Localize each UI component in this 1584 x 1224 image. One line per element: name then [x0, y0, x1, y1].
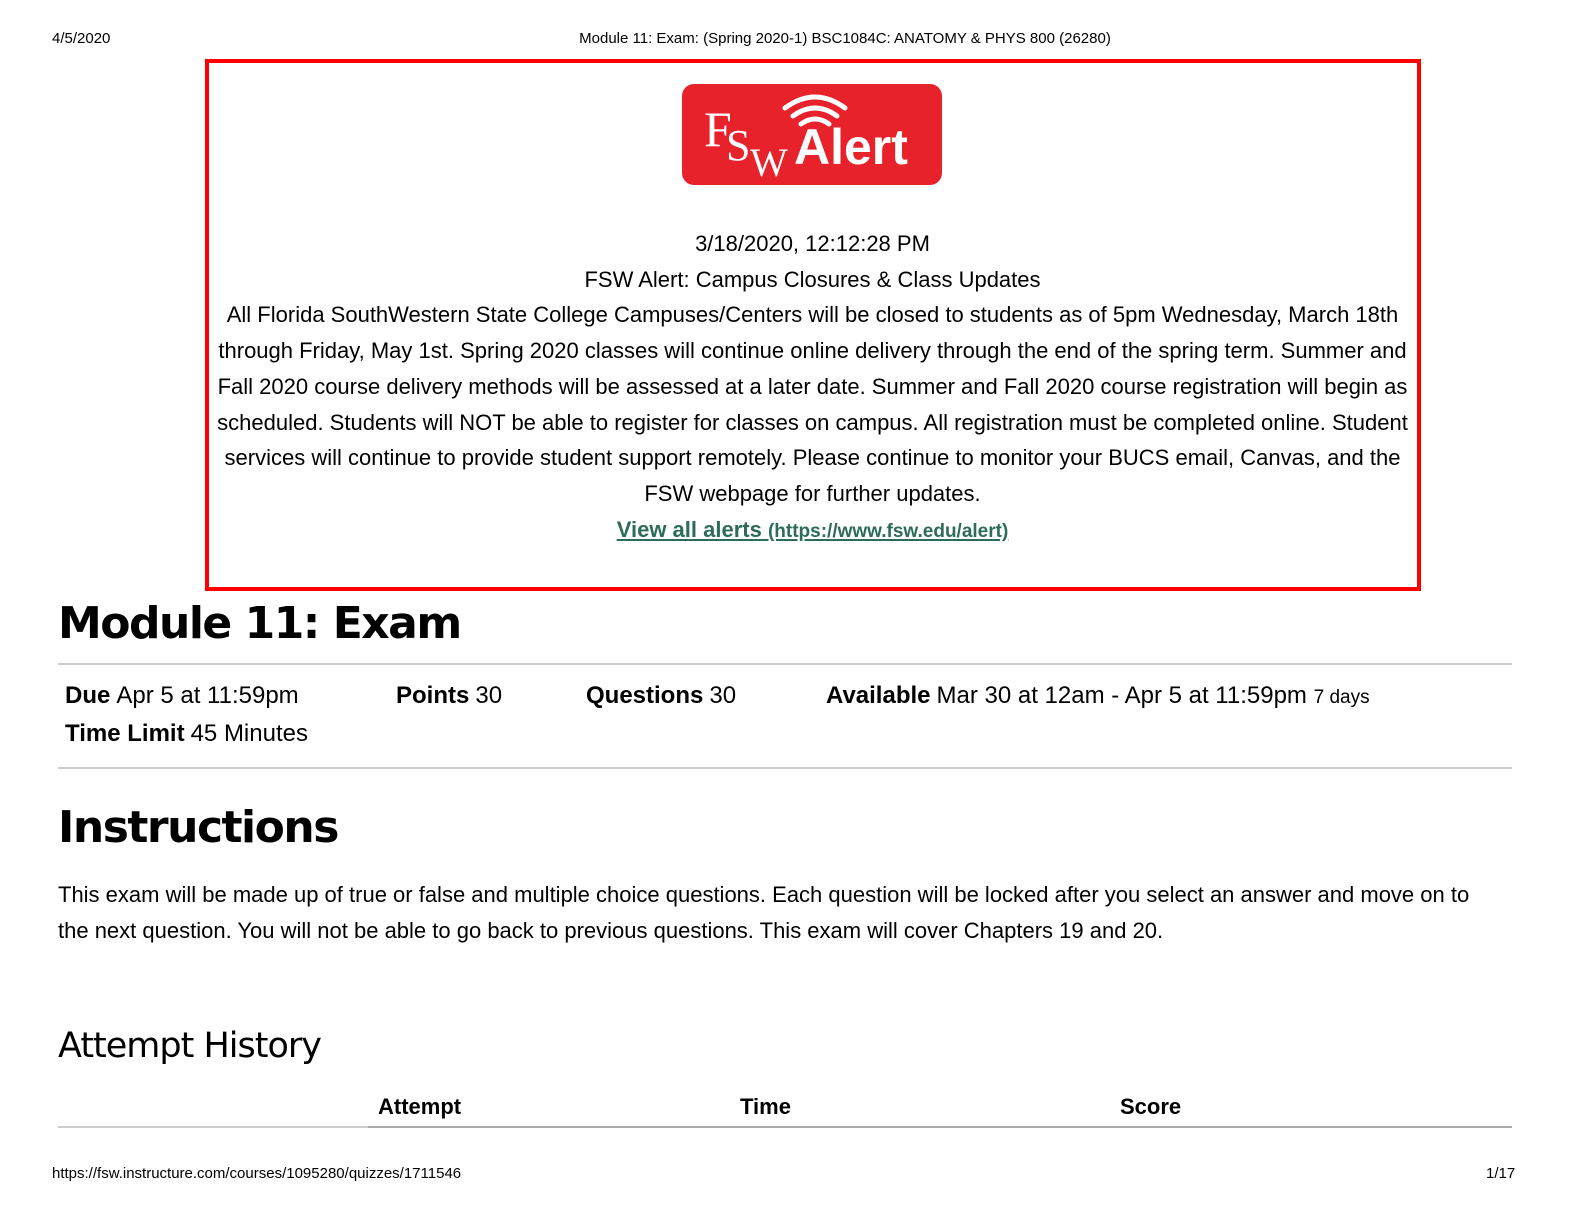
- print-title: Module 11: Exam: (Spring 2020-1) BSC1084C: ANATOMY & PHYS 800 (26280): [579, 30, 1111, 47]
- svg-text:F: F: [704, 101, 732, 157]
- page-title: Module 11: Exam: [58, 598, 461, 649]
- questions-field: Questions 30: [586, 682, 737, 709]
- fsw-alert-logo: [682, 84, 942, 185]
- svg-text:W: W: [750, 140, 788, 185]
- instructions-heading: Instructions: [58, 802, 338, 853]
- table-header-border: [368, 1126, 1512, 1128]
- divider: [58, 663, 1512, 665]
- instructions-text: This exam will be made up of true or false and multiple choice questions. Each question will be locked after you select an answer and move on to the next question. You will not be able to go back to previous questions. This exam will cover Chapters 19 and 20.: [58, 882, 1470, 943]
- attempt-history-heading: Attempt History: [58, 1026, 321, 1066]
- column-header-time: Time: [740, 1094, 791, 1119]
- divider: [58, 767, 1512, 769]
- due-field: Due Apr 5 at 11:59pm: [65, 682, 299, 709]
- column-header-attempt: Attempt: [378, 1094, 462, 1119]
- alert-headline: FSW Alert: Campus Closures & Class Updates: [584, 266, 1041, 292]
- svg-text:S: S: [726, 121, 751, 170]
- alert-timestamp: 3/18/2020, 12:12:28 PM: [695, 231, 930, 256]
- page-number: 1/17: [1486, 1165, 1516, 1182]
- print-url: https://fsw.instructure.com/courses/1095280/quizzes/1711546: [52, 1165, 462, 1182]
- view-all-alerts-link[interactable]: View all alerts (https://www.fsw.edu/alert): [616, 516, 1009, 542]
- alert-body: All Florida SouthWestern State College Campuses/Centers will be closed to students as of 5pm Wednesday, March 18th through Friday, May 1st. Spring 2020 classes will continue online delivery through the end of the spring term. Summer and Fall 2020 course delivery methods will be assessed at a later date. Summer and Fall 2020 course registration will begin as scheduled. Students will NOT be able to register for classes on campus. All registration must be completed online. Student services will continue to provide student support remotely. Please continue to monitor your BUCS email, Canvas, and the FSW webpage for further updates.: [217, 302, 1408, 506]
- points-field: Points 30: [396, 682, 503, 709]
- alert-content: [215, 226, 1410, 549]
- svg-text:Alert: Alert: [794, 119, 908, 175]
- print-date: 4/5/2020: [52, 30, 111, 47]
- column-header-score: Score: [1120, 1094, 1182, 1119]
- available-field: Available Mar 30 at 12am - Apr 5 at 11:59pm 7 days: [826, 682, 1370, 709]
- time-limit-field: Time Limit 45 Minutes: [65, 720, 308, 747]
